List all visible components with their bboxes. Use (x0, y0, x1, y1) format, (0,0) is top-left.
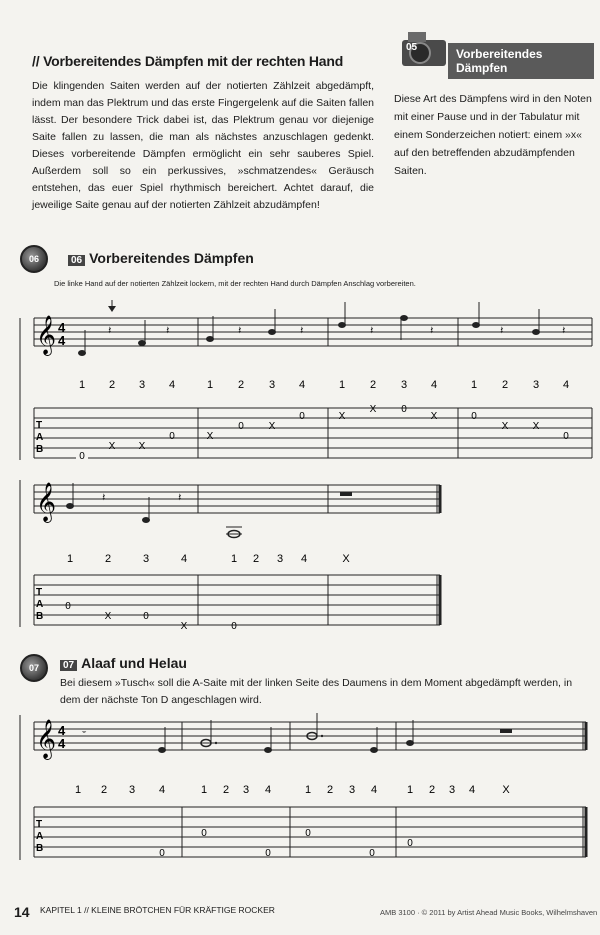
svg-text:𝄽: 𝄽 (238, 325, 242, 337)
svg-text:0: 0 (238, 421, 244, 432)
svg-text:0: 0 (471, 411, 477, 422)
page-number: 14 (14, 904, 30, 920)
svg-text:X: X (501, 421, 509, 432)
cd-icon: 06 (20, 245, 48, 273)
svg-text:𝄽: 𝄽 (430, 325, 434, 337)
video-body: Diese Art des Dämpfens wird in den Noten mit einer Pause und in der Tabulatur mit einem Sonderzeichen notiert: einem »x« auf den betreffenden abzudämpfenden Saiten. (394, 93, 592, 177)
video-number: 05 (406, 42, 418, 53)
svg-text:4: 4 (370, 784, 378, 796)
svg-text:0: 0 (369, 848, 375, 859)
svg-text:1: 1 (338, 379, 346, 391)
svg-text:2: 2 (108, 379, 116, 391)
svg-text:4: 4 (58, 333, 66, 348)
chapter-label: KAPITEL 1 // KLEINE BRÖTCHEN FÜR KRÄFTIGE ROCKER (40, 905, 275, 915)
svg-text:1: 1 (206, 379, 214, 391)
svg-text:0: 0 (231, 621, 237, 632)
svg-text:X: X (104, 611, 112, 622)
svg-text:0: 0 (159, 848, 165, 859)
video-header (398, 30, 586, 75)
svg-text:X: X (502, 784, 510, 796)
svg-text:X: X (268, 421, 276, 432)
svg-text:0: 0 (201, 828, 207, 839)
cd-icon: 07 (20, 654, 48, 682)
svg-text:𝄽: 𝄽 (300, 325, 304, 337)
svg-text:2: 2 (369, 379, 377, 391)
svg-text:𝄽: 𝄽 (500, 325, 504, 337)
svg-text:2: 2 (104, 553, 112, 565)
svg-text:0: 0 (169, 431, 175, 442)
svg-text:𝄞: 𝄞 (36, 483, 57, 521)
svg-text:X: X (206, 431, 214, 442)
svg-text:A: A (36, 599, 44, 610)
svg-text:0: 0 (79, 451, 85, 462)
svg-text:0: 0 (407, 838, 413, 849)
svg-text:1: 1 (200, 784, 208, 796)
svg-text:𝄞: 𝄞 (36, 316, 57, 354)
video-label: Vorbereitendes Dämpfen (448, 43, 594, 79)
svg-text:2: 2 (222, 784, 230, 796)
svg-text:3: 3 (348, 784, 356, 796)
svg-text:3: 3 (142, 553, 150, 565)
svg-text:3: 3 (448, 784, 456, 796)
svg-text:2: 2 (252, 553, 260, 565)
svg-text:2: 2 (100, 784, 108, 796)
svg-text:4: 4 (158, 784, 166, 796)
svg-text:3: 3 (242, 784, 250, 796)
track-caption: Die linke Hand auf der notierten Zählzeit lockern, mit der rechten Hand durch Dämpfen Anschlag vorbereiten. (54, 279, 416, 288)
svg-text:B: B (36, 611, 44, 622)
notation-system-2 (0, 475, 600, 635)
svg-text:4: 4 (168, 379, 176, 391)
svg-text:1: 1 (230, 553, 238, 565)
svg-text:1: 1 (66, 553, 74, 565)
svg-text:𝄞: 𝄞 (36, 720, 57, 758)
track-title: 07 Alaaf und Helau (60, 655, 187, 671)
svg-text:1: 1 (78, 379, 86, 391)
svg-text:X: X (342, 553, 350, 565)
svg-text:1: 1 (470, 379, 478, 391)
svg-text:2: 2 (428, 784, 436, 796)
svg-text:1: 1 (406, 784, 414, 796)
svg-text:𝄽: 𝄽 (166, 325, 170, 337)
svg-text:0: 0 (401, 404, 407, 415)
svg-text:𝄽: 𝄽 (108, 325, 112, 337)
svg-text:1: 1 (74, 784, 82, 796)
svg-text:2: 2 (501, 379, 509, 391)
svg-text:X: X (532, 421, 540, 432)
svg-text:3: 3 (400, 379, 408, 391)
svg-text:4: 4 (58, 320, 66, 335)
svg-text:T: T (36, 819, 43, 830)
svg-text:4: 4 (562, 379, 570, 391)
svg-text:T: T (36, 587, 43, 598)
svg-text:X: X (138, 441, 146, 452)
svg-text:X: X (430, 411, 438, 422)
svg-text:0: 0 (563, 431, 569, 442)
svg-text:0: 0 (265, 848, 271, 859)
svg-text:4: 4 (298, 379, 306, 391)
svg-text:3: 3 (268, 379, 276, 391)
copyright: AMB 3100 · © 2011 by Artist Ahead Music Books, Wilhelmshaven (380, 908, 598, 917)
svg-text:A: A (36, 432, 44, 443)
section-title: // Vorbereitendes Dämpfen mit der rechten Hand (32, 53, 344, 69)
svg-text:0: 0 (299, 411, 305, 422)
svg-text:𝄽: 𝄽 (102, 492, 106, 504)
svg-text:X: X (338, 411, 346, 422)
svg-text:X: X (180, 621, 188, 632)
svg-text:X: X (108, 441, 116, 452)
svg-text:4: 4 (180, 553, 188, 565)
svg-text:0: 0 (143, 611, 149, 622)
svg-text:B: B (36, 444, 44, 455)
svg-text:B: B (36, 843, 44, 854)
svg-text:3: 3 (138, 379, 146, 391)
svg-text:3: 3 (128, 784, 136, 796)
svg-text:𝄽: 𝄽 (562, 325, 566, 337)
svg-text:𝄽: 𝄽 (370, 325, 374, 337)
svg-text:4: 4 (300, 553, 308, 565)
svg-text:0: 0 (65, 601, 71, 612)
svg-text:4: 4 (58, 723, 66, 738)
svg-text:4: 4 (468, 784, 476, 796)
svg-text:4: 4 (430, 379, 438, 391)
notation-system-1 (0, 300, 600, 470)
svg-text:1: 1 (304, 784, 312, 796)
svg-text:𝄻: 𝄻 (82, 729, 87, 741)
svg-text:X: X (369, 404, 377, 415)
svg-text:2: 2 (237, 379, 245, 391)
svg-text:2: 2 (326, 784, 334, 796)
svg-text:0: 0 (305, 828, 311, 839)
notation-system-3 (0, 710, 600, 870)
svg-text:3: 3 (532, 379, 540, 391)
track-body: Bei diesem »Tusch« soll die A-Saite mit der linken Seite des Daumens in dem Moment abgedämpft werden, in dem der nächste Ton D angeschlagen wird. (60, 677, 573, 706)
section-body: Die klingenden Saiten werden auf der notierten Zählzeit abgedämpft, indem man das Plektrum und das erste Fingergelenk auf die Saiten fallen lässt. Der besondere Trick dabei ist, das Plektrum genau vor diejenige Saite fallen zu lassen, die man als nächstes anzuschlagen gedenkt. Dieses vorbereitende Dämpfen ermöglicht ein sehr sauberes Spiel. Außerdem soll so ein perkussives, »schmatzendes« Geräusch entstehen, das euer Spiel rhythmisch bereichert. Achtet darauf, die jeweilige Saite genau auf der notierten Zählzeit abzudämpfen! (32, 80, 374, 211)
svg-text:4: 4 (58, 736, 66, 751)
svg-text:A: A (36, 831, 44, 842)
svg-text:T: T (36, 420, 43, 431)
svg-text:3: 3 (276, 553, 284, 565)
svg-text:𝄽: 𝄽 (178, 492, 182, 504)
svg-text:4: 4 (264, 784, 272, 796)
track-title: 06 Vorbereitendes Dämpfen (68, 250, 254, 266)
